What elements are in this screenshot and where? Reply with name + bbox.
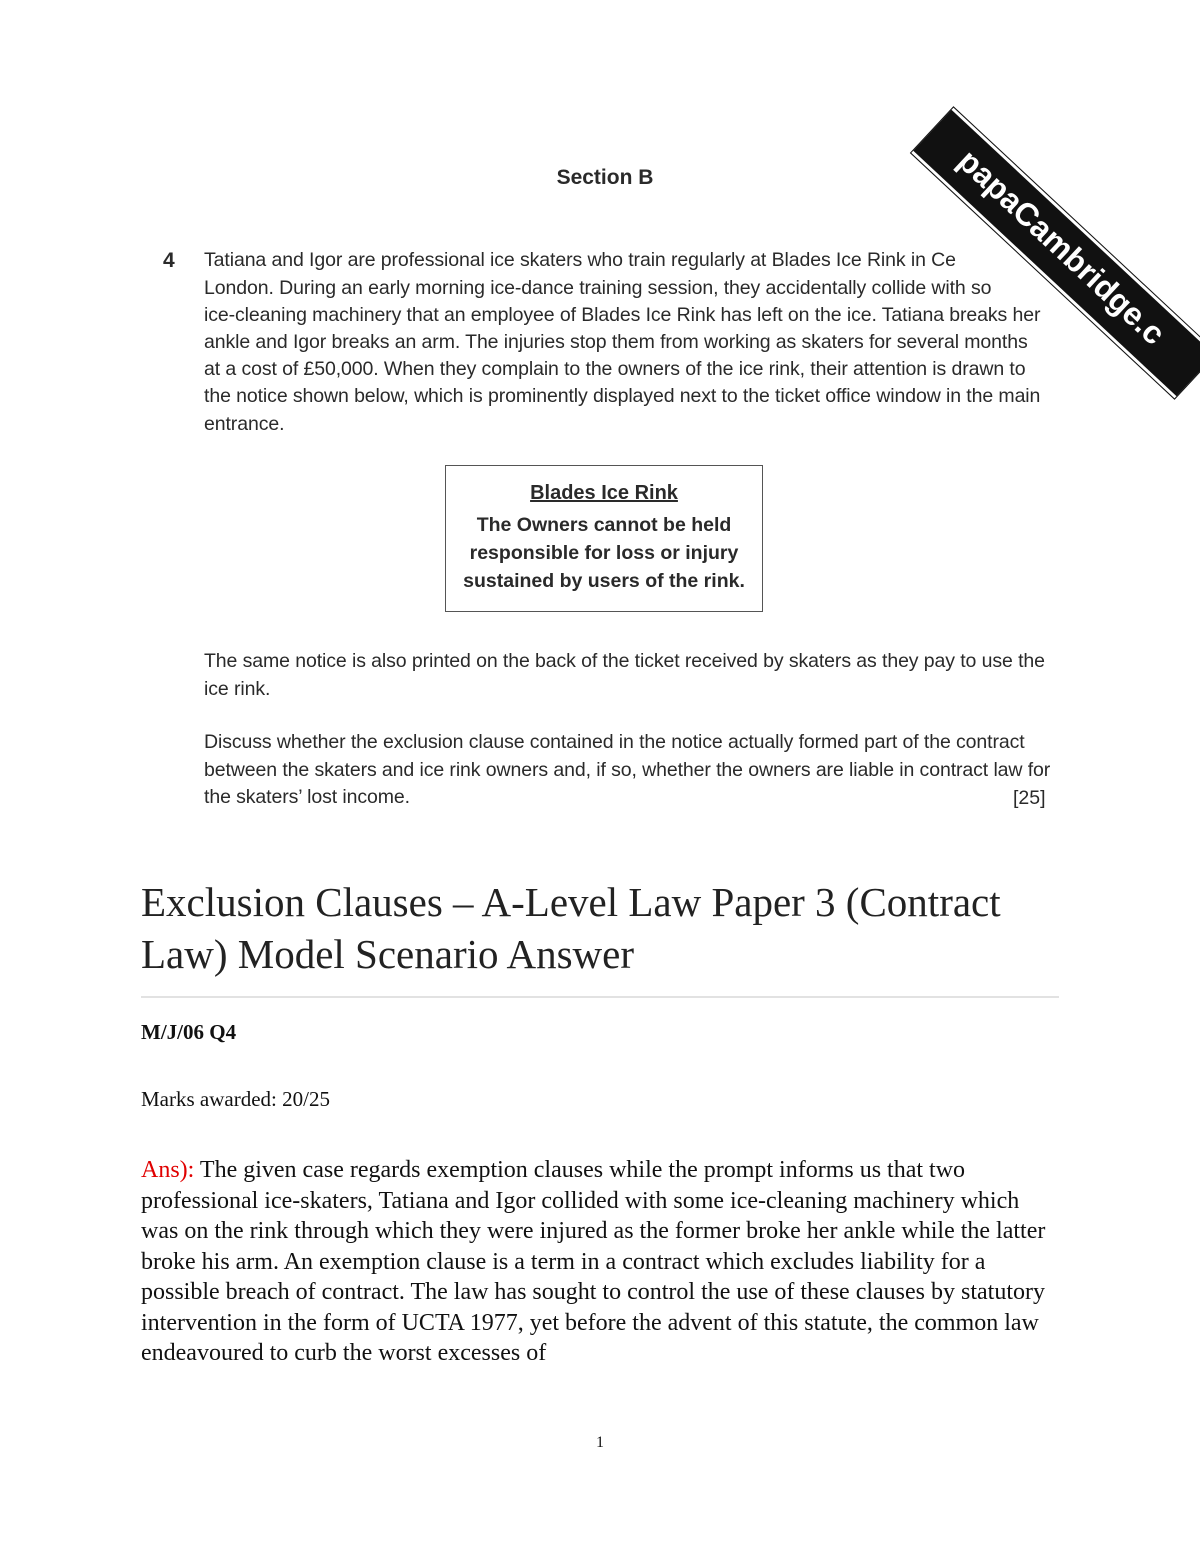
- question-line: entrance.: [204, 413, 285, 435]
- notice-text: The Owners cannot be held responsible for loss or injury sustained by users of the rink.: [463, 514, 745, 592]
- document-title: Exclusion Clauses – A-Level Law Paper 3 (Contract Law) Model Scenario Answer: [141, 879, 1001, 977]
- question-line: the notice shown below, which is prominently displayed next to the ticket office window in the main: [204, 385, 1041, 407]
- page-number: 1: [596, 1434, 604, 1451]
- question-number: 4: [163, 249, 175, 272]
- answer-paragraph: [141, 1155, 1061, 1369]
- question-line: London. During an early morning ice-dance training session, they accidentally collide with so: [204, 277, 992, 299]
- question-paragraph: The same notice is also printed on the back of the ticket received by skaters as they pay to use the ice rink.: [204, 650, 1045, 700]
- question-line: ice-cleaning machinery that an employee of Blades Ice Rink has left on the ice. Tatiana breaks her: [204, 304, 1041, 326]
- notice-box: [445, 465, 763, 612]
- answer-text: The given case regards exemption clauses while the prompt informs us that two professional ice-skaters, Tatiana and Igor collided with some ice-cleaning machinery which was on the rink through which they were injured as the former broke her ankle while the latter broke his arm. An exemption clause is a term in a contract which excludes liability for a possible breach of contract. The law has sought to control the use of these clauses by statutory intervention in the form of UCTA 1977, yet before the advent of this statute, the common law endeavoured to curb the worst excesses of: [141, 1157, 1046, 1366]
- question-reference: M/J/06 Q4: [141, 1020, 237, 1044]
- question-line: Tatiana and Igor are professional ice skaters who train regularly at Blades Ice Rink in Ce: [204, 249, 956, 271]
- question-body: [204, 648, 1054, 838]
- notice-title: Blades Ice Rink: [530, 482, 678, 504]
- answer-label: Ans):: [141, 1157, 195, 1183]
- watermark-banner: papaCambridge.c: [911, 108, 1200, 399]
- question-line: ankle and Igor breaks an arm. The injuries stop them from working as skaters for several months: [204, 331, 1028, 353]
- section-heading: Section B: [556, 166, 654, 189]
- title-divider: [141, 996, 1059, 998]
- marks-awarded: Marks awarded: 20/25: [141, 1087, 330, 1111]
- question-marks: [25]: [1013, 787, 1046, 809]
- question-line: at a cost of £50,000. When they complain to the owners of the ice rink, their attention is drawn to: [204, 358, 1026, 380]
- question-paragraph: Discuss whether the exclusion clause contained in the notice actually formed part of the contract between the skaters and ice rink owners and, if so, whether the owners are liable in contract law for the skaters’ lost income.: [204, 731, 1051, 808]
